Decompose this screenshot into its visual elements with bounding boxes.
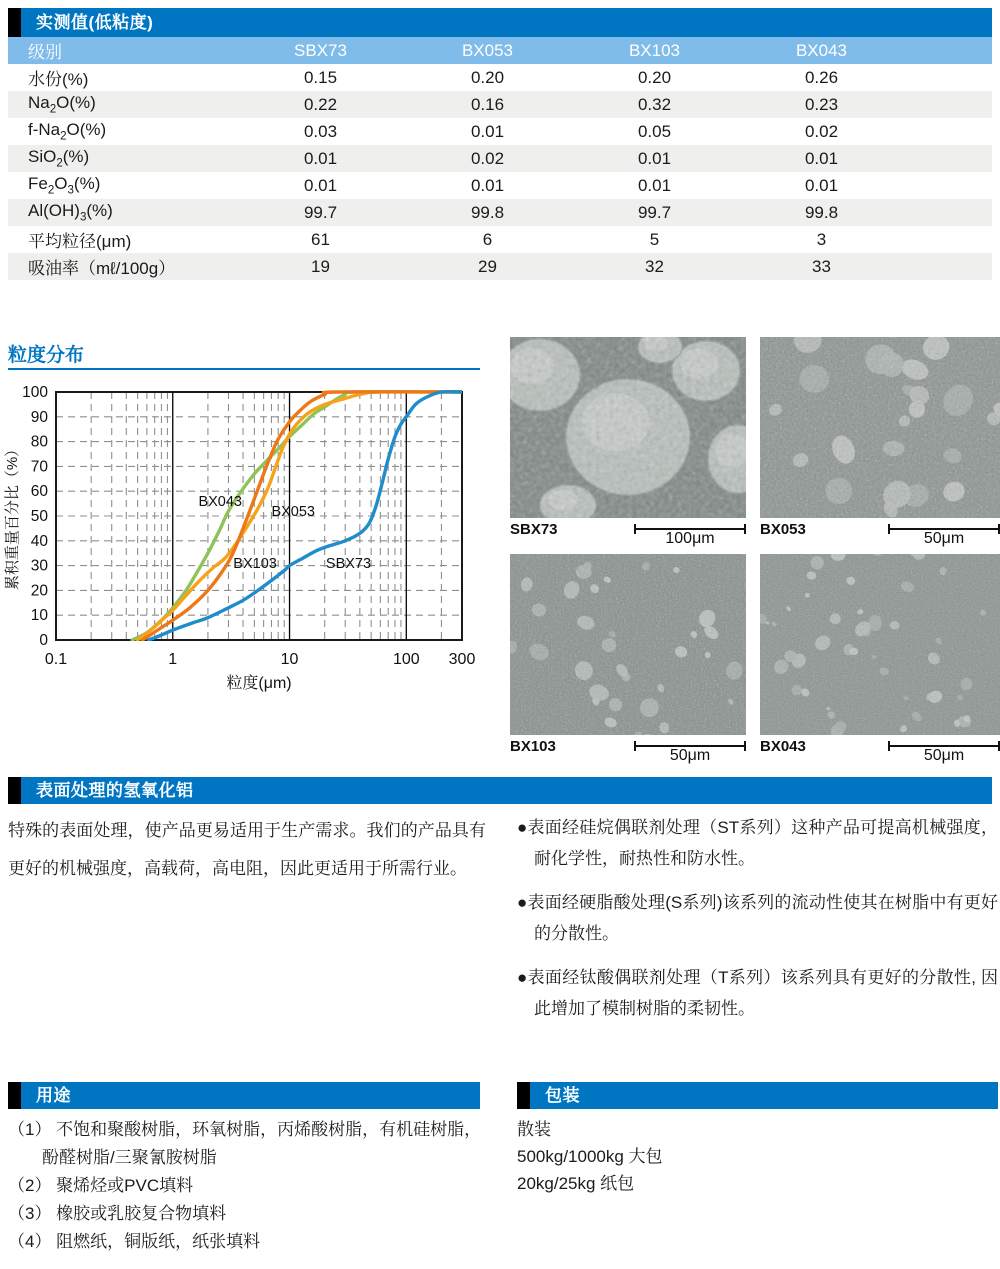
table-cell: 0.03 xyxy=(303,121,338,141)
sem-label: BX103 xyxy=(510,738,556,755)
sem-micrograph-bx043 xyxy=(760,554,1000,735)
svg-text:30: 30 xyxy=(30,557,48,575)
svg-text:60: 60 xyxy=(30,483,48,501)
row-label: $Fe_2O_3(\%)$ xyxy=(28,174,101,197)
table-cell: 0.02 xyxy=(804,121,839,141)
sem-label: BX053 xyxy=(760,521,806,538)
svg-text:0: 0 xyxy=(39,632,48,649)
header-accent-black xyxy=(8,8,21,37)
table-cell: 19 xyxy=(311,256,330,276)
table-cell: 99.8 xyxy=(804,202,839,222)
header-accent-black xyxy=(8,777,21,804)
uses-section-title: 用途 xyxy=(21,1082,480,1109)
row-label: $f-Na_2O(\%)$ xyxy=(28,120,107,143)
table-row xyxy=(8,226,992,253)
scale-bar xyxy=(634,738,746,765)
scale-bar-label: 100μm xyxy=(665,530,715,547)
table-cell: 0.01 xyxy=(804,175,839,195)
sem-label: BX043 xyxy=(760,738,806,755)
table-cell: 0.20 xyxy=(637,67,672,87)
table-row xyxy=(8,145,992,172)
sem-cell-bx103 xyxy=(510,554,746,771)
svg-text:80: 80 xyxy=(30,433,48,451)
table-cell: 5 xyxy=(649,229,660,249)
curve-label-bx053: BX053 xyxy=(271,504,315,521)
table-column-header: BX043 xyxy=(795,40,848,60)
table-cell: 0.01 xyxy=(470,175,505,195)
measured-values-table xyxy=(8,37,992,280)
packaging-line: 20kg/25kg 纸包 xyxy=(517,1174,635,1193)
table-column-header: BX053 xyxy=(461,40,514,60)
table-cell: 99.8 xyxy=(470,202,505,222)
packaging-section-bar xyxy=(517,1082,998,1109)
uses-item: （1） 不饱和聚酸树脂，环氧树脂，丙烯酸树脂，有机硅树脂，酚醛树脂/三聚氰胺树脂 xyxy=(8,1120,482,1167)
table-cell: 0.32 xyxy=(637,94,672,114)
scale-bar xyxy=(634,521,746,548)
row-label: 水份(%) xyxy=(28,70,89,89)
table-cell: 0.26 xyxy=(804,67,839,87)
svg-text:累积重量百分比（%）: 累积重量百分比（%） xyxy=(4,441,21,591)
sem-cell-sbx73 xyxy=(510,337,746,554)
row-label: $Na_2O(\%)$ xyxy=(28,93,96,116)
surface-bullet: ●表面经硅烷偶联剂处理（ST系列）这种产品可提高机械强度，耐化学性，耐热性和防水性。 xyxy=(517,818,998,868)
surface-bullet-list xyxy=(517,812,998,1037)
table-cell: 61 xyxy=(311,229,330,249)
table-cell: 6 xyxy=(482,229,493,249)
uses-list xyxy=(8,1116,490,1256)
sem-micrograph-bx053 xyxy=(760,337,1000,518)
uses-item: （4） 阻燃纸，铜版纸，纸张填料 xyxy=(8,1232,261,1251)
table-cell: 0.01 xyxy=(303,148,338,168)
packaging-list xyxy=(517,1116,987,1197)
table-cell: 32 xyxy=(645,256,664,276)
uses-item: （2） 聚烯烃或PVC填料 xyxy=(8,1176,194,1195)
particle-size-chart xyxy=(2,378,480,700)
table-row xyxy=(8,172,992,199)
table-column-header: BX103 xyxy=(628,40,681,60)
svg-text:100: 100 xyxy=(392,651,420,668)
table-cell: 33 xyxy=(812,256,831,276)
scale-bar-label: 50μm xyxy=(923,747,965,764)
curve-label-bx043: BX043 xyxy=(198,494,243,511)
table-row xyxy=(8,199,992,226)
table-cell: 0.01 xyxy=(470,121,505,141)
surface-bullet: ●表面经钛酸偶联剂处理（T系列）该系列具有更好的分散性, 因此增加了模制树脂的柔韧性。 xyxy=(517,968,998,1018)
sem-image-grid xyxy=(510,337,1000,771)
header-accent-black xyxy=(8,1082,21,1109)
table-row xyxy=(8,64,992,91)
surface-intro-paragraph: 特殊的表面处理，使产品更易适用于生产需求。我们的产品具有更好的机械强度，高载荷，高电阻，因此更适用于所需行业。 xyxy=(8,821,486,878)
row-label: 吸油率（mℓ/100g） xyxy=(28,259,176,278)
surface-section-bar xyxy=(8,777,992,804)
table-cell: 99.7 xyxy=(637,202,672,222)
table-row xyxy=(8,253,992,280)
table-cell: 0.05 xyxy=(637,121,672,141)
svg-text:1: 1 xyxy=(168,651,178,668)
table-cell: 0.01 xyxy=(637,148,672,168)
table-cell: 0.01 xyxy=(303,175,338,195)
surface-section-title: 表面处理的氢氧化铝 xyxy=(21,777,992,804)
curve-label-bx103: BX103 xyxy=(233,556,277,573)
packaging-section-title: 包装 xyxy=(530,1082,998,1109)
table-column-header: SBX73 xyxy=(294,40,347,60)
svg-text:10: 10 xyxy=(280,651,299,668)
chart-title-rule xyxy=(8,368,480,370)
table-cell: 0.16 xyxy=(470,94,505,114)
table-title-bar xyxy=(8,8,992,37)
row-label: 平均粒径(μm) xyxy=(28,232,132,251)
table-cell: 0.02 xyxy=(470,148,505,168)
table-header-row xyxy=(8,37,992,64)
row-label: $Al(OH)_3(\%)$ xyxy=(28,201,113,224)
table-column-header: 级别 xyxy=(28,43,62,62)
table-cell: 29 xyxy=(478,256,497,276)
svg-text:300: 300 xyxy=(448,651,476,668)
packaging-line: 500kg/1000kg 大包 xyxy=(517,1147,663,1166)
scale-bar xyxy=(888,521,1000,548)
sem-micrograph-sbx73 xyxy=(510,337,746,518)
scale-bar-label: 50μm xyxy=(923,530,965,547)
table-row xyxy=(8,118,992,145)
uses-item: （3） 橡胶或乳胶复合物填料 xyxy=(8,1204,227,1223)
sem-micrograph-bx103 xyxy=(510,554,746,735)
curve-label-sbx73: SBX73 xyxy=(325,556,372,573)
svg-text:0.1: 0.1 xyxy=(44,651,68,668)
svg-text:20: 20 xyxy=(30,582,48,600)
sem-cell-bx053 xyxy=(760,337,1000,554)
table-cell: 0.01 xyxy=(804,148,839,168)
row-label: SiO$_2$(%) xyxy=(28,147,90,170)
table-cell: 0.22 xyxy=(303,94,338,114)
svg-text:90: 90 xyxy=(30,408,48,426)
uses-section-bar xyxy=(8,1082,480,1109)
table-cell: 0.23 xyxy=(804,94,839,114)
packaging-line: 散装 xyxy=(517,1120,551,1139)
table-cell: 0.15 xyxy=(303,67,338,87)
sem-label: SBX73 xyxy=(510,521,558,538)
svg-text:40: 40 xyxy=(30,532,48,550)
chart-title: 粒度分布 xyxy=(8,345,85,366)
table-cell: 3 xyxy=(816,229,827,249)
table-row xyxy=(8,91,992,118)
svg-text:10: 10 xyxy=(30,607,48,625)
scale-bar-label: 50μm xyxy=(669,747,711,764)
svg-text:70: 70 xyxy=(30,458,48,476)
surface-bullet: ●表面经硬脂酸处理(S系列)该系列的流动性使其在树脂中有更好的分散性。 xyxy=(517,893,998,943)
sem-cell-bx043 xyxy=(760,554,1000,771)
table-cell: 0.01 xyxy=(637,175,672,195)
table-cell: 0.20 xyxy=(470,67,505,87)
header-accent-black xyxy=(517,1082,530,1109)
scale-bar xyxy=(888,738,1000,765)
svg-text:粒度(μm): 粒度(μm) xyxy=(226,675,292,692)
table-cell: 99.7 xyxy=(303,202,338,222)
svg-text:100: 100 xyxy=(22,384,48,401)
svg-text:50: 50 xyxy=(30,508,48,525)
table-title: 实测值(低粘度) xyxy=(21,8,992,37)
